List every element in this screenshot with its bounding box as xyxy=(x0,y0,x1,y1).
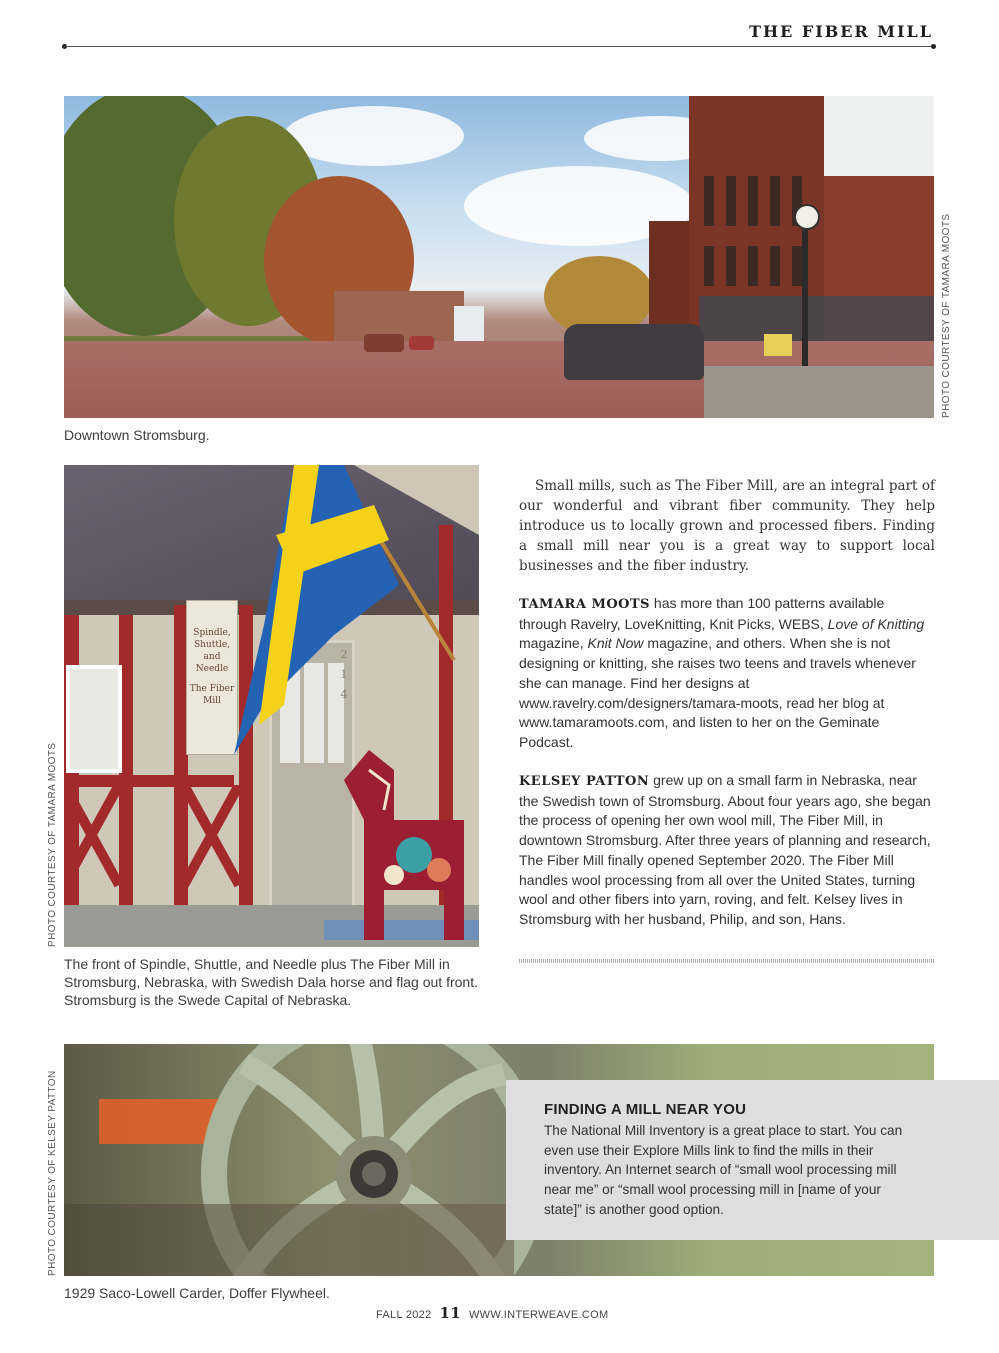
closing-paragraph: Small mills, such as The Fiber Mill, are an integral part of our wonderful and vibrant fiber community. They help introduce us to locally grown and processed fibers. Finding a small mill near you is a great way to support local businesses and the fiber industry. xyxy=(519,478,935,574)
end-rule xyxy=(519,959,934,963)
photo-credit-flywheel: PHOTO COURTESY OF KELSEY PATTON xyxy=(47,1070,58,1276)
caption-downtown: Downtown Stromsburg. xyxy=(64,427,210,443)
header-rule xyxy=(64,46,934,47)
sidebar-body: The National Mill Inventory is a great place to start. You can even use their Explore Mills link to find the mills in their inventory. An Internet search of “small wool processing mill near me” or “small wool processing mill in [name of your state]” is another good option. xyxy=(544,1123,903,1217)
x-brace-panels xyxy=(64,785,254,895)
bio-name-kelsey: KELSEY PATTON xyxy=(519,774,650,789)
bio-tamara-italic-1: Love of Knitting xyxy=(827,615,925,632)
sidebar-title: FINDING A MILL NEAR YOU xyxy=(544,1101,747,1118)
issue-label: FALL 2022 xyxy=(376,1309,432,1321)
bio-tamara-text-2: magazine, xyxy=(519,635,588,652)
website-link[interactable]: WWW.INTERWEAVE.COM xyxy=(469,1309,609,1321)
bio-tamara-text-3: magazine, and others. When she is not designing or knitting, she raises two teens and travels whenever she can manage. Find her designs at www.ravelry.com/designers/tamara-moots, read her blog at www.tamaramoots.com, and listen to her on the Geminate Podcast. xyxy=(519,635,916,750)
caption-flywheel: 1929 Saco-Lowell Carder, Doffer Flywheel. xyxy=(64,1285,330,1301)
downtown-photo xyxy=(64,96,934,418)
photo-credit-downtown: PHOTO COURTESY OF TAMARA MOOTS xyxy=(941,213,952,418)
running-head: THE FIBER MILL xyxy=(749,22,933,41)
storefront-photo xyxy=(64,465,479,947)
folio xyxy=(376,1304,608,1322)
dala-horse xyxy=(324,740,479,945)
bio-tamara-italic-2: Knit Now xyxy=(587,635,644,652)
bio-kelsey-text: grew up on a small farm in Nebraska, near the Swedish town of Stromsburg. About four years ago, she began the process of opening her own wool mill, The Fiber Mill, in downtown Stromsburg. After three years of planning and research, The Fiber Mill finally opened September 2020. The Fiber Mill handles wool processing from all over the United States, turning wool and other fibers into yarn, roving, and felt. Kelsey lives in Stromsburg with her husband, Philip, and son, Hans. xyxy=(519,772,931,927)
caption-storefront: The front of Spindle, Shuttle, and Needle plus The Fiber Mill in Stromsburg, Nebraska, with Swedish Dala horse and flag out front. Stromsburg is the Swede Capital of Nebraska. xyxy=(64,956,478,1008)
rule-dot-right xyxy=(931,44,936,49)
bio-kelsey xyxy=(519,771,935,930)
shop-sign: Spindle, Shuttle, and Needle The Fiber Mill xyxy=(186,600,238,755)
page-number: 11 xyxy=(439,1304,461,1322)
photo-credit-storefront: PHOTO COURTESY OF TAMARA MOOTS xyxy=(47,742,58,947)
swedish-flag xyxy=(224,465,474,765)
bio-name-tamara: TAMARA MOOTS xyxy=(519,597,651,612)
bio-tamara xyxy=(519,594,935,753)
bio-tamara-text-1: has more than 100 patterns available through Ravelry, LoveKnitting, Knit Picks, WEBS, xyxy=(519,595,885,632)
door-number: 214 xyxy=(340,648,348,701)
